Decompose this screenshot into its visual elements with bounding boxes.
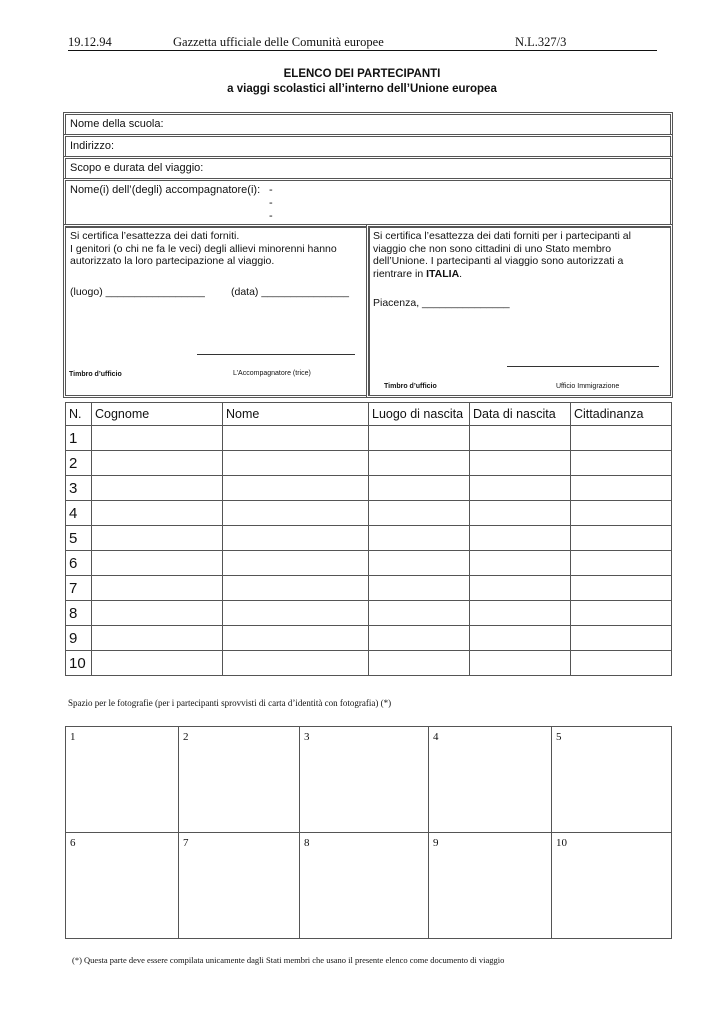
cert-right-line2: viaggio che non sono cittadini di uno Stato membro	[373, 242, 612, 255]
photo-cell[interactable]	[552, 833, 672, 939]
birthplace-cell[interactable]	[369, 426, 470, 451]
header-number: N.L.327/3	[515, 35, 567, 49]
name-cell[interactable]	[223, 551, 369, 576]
birthdate-cell[interactable]	[470, 526, 571, 551]
birthplace-cell[interactable]	[369, 651, 470, 676]
citizenship-cell[interactable]	[571, 476, 672, 501]
form-title: ELENCO DEI PARTECIPANTI	[283, 68, 441, 80]
participant-row	[66, 576, 672, 601]
citizenship-cell[interactable]	[571, 526, 672, 551]
cert-left-line1: Si certifica l’esattezza dei dati forniti.	[70, 230, 240, 242]
birthdate-cell[interactable]	[470, 651, 571, 676]
row-number: 3	[66, 476, 92, 501]
participant-row	[66, 526, 672, 551]
surname-cell[interactable]	[92, 476, 223, 501]
participant-row	[66, 426, 672, 451]
birthplace-cell[interactable]	[369, 626, 470, 651]
photo-cell-number: 4	[433, 731, 439, 743]
header-rule	[68, 50, 657, 51]
citizenship-cell[interactable]	[571, 501, 672, 526]
cert-left-line3: autorizzato la loro partecipazione al viaggio.	[70, 255, 275, 267]
header-date: 19.12.94	[68, 35, 112, 49]
photo-cell[interactable]	[300, 833, 429, 939]
birthplace-cell[interactable]	[369, 476, 470, 501]
piacenza-date-field[interactable]: Piacenza, _______________	[373, 297, 510, 309]
citizenship-cell[interactable]	[571, 451, 672, 476]
companion-signer-label: L’Accompagnatore (trice)	[233, 370, 311, 377]
companions-label: Nome(i) dell’(degli) accompagnatore(i):	[70, 184, 261, 196]
citizenship-cell[interactable]	[571, 551, 672, 576]
name-cell[interactable]	[223, 476, 369, 501]
stamp-label-left: Timbro d’ufficio	[69, 371, 122, 378]
row-number: 6	[66, 551, 92, 576]
participant-row	[66, 601, 672, 626]
birthplace-cell[interactable]	[369, 576, 470, 601]
cert-right-line4: rientrare in ITALIA.	[373, 267, 463, 280]
certification-school	[65, 226, 368, 396]
photo-cell[interactable]	[179, 833, 300, 939]
cert-left-line2: I genitori (o chi ne fa le veci) degli allievi minorenni hanno	[70, 242, 337, 255]
surname-cell[interactable]	[92, 426, 223, 451]
photo-cell[interactable]	[552, 727, 672, 833]
col-birthdate: Data di nascita	[470, 403, 571, 426]
col-name: Nome	[223, 403, 369, 426]
participants-table	[65, 402, 672, 676]
name-cell[interactable]	[223, 576, 369, 601]
photo-row	[66, 833, 672, 939]
surname-cell[interactable]	[92, 601, 223, 626]
photo-cell[interactable]	[300, 727, 429, 833]
birthdate-cell[interactable]	[470, 501, 571, 526]
row-number: 1	[66, 426, 92, 451]
trip-scope-label: Scopo e durata del viaggio:	[70, 162, 204, 174]
photo-cell-number: 10	[556, 837, 567, 849]
participant-row	[66, 551, 672, 576]
birthdate-cell[interactable]	[470, 476, 571, 501]
photo-cell-number: 6	[70, 837, 76, 849]
photo-cell-number: 2	[183, 731, 189, 743]
name-cell[interactable]	[223, 426, 369, 451]
col-birthplace: Luogo di nascita	[369, 403, 470, 426]
citizenship-cell[interactable]	[571, 626, 672, 651]
companion-dash-2: -	[269, 197, 273, 209]
header-publication: Gazzetta ufficiale delle Comunità europee	[173, 35, 384, 49]
surname-cell[interactable]	[92, 451, 223, 476]
row-number: 9	[66, 626, 92, 651]
footnote: (*) Questa parte deve essere compilata unicamente dagli Stati membri che usano il presente elenco come documento di viaggio	[72, 955, 505, 965]
birthplace-cell[interactable]	[369, 601, 470, 626]
birthdate-cell[interactable]	[470, 601, 571, 626]
cert-right-line1: Si certifica l’esattezza dei dati forniti per i partecipanti al	[373, 230, 631, 242]
companions-field[interactable]	[65, 180, 671, 226]
birthplace-cell[interactable]	[369, 451, 470, 476]
surname-cell[interactable]	[92, 576, 223, 601]
name-cell[interactable]	[223, 651, 369, 676]
row-number: 7	[66, 576, 92, 601]
photo-cell-number: 9	[433, 837, 439, 849]
row-number: 2	[66, 451, 92, 476]
citizenship-cell[interactable]	[571, 601, 672, 626]
surname-cell[interactable]	[92, 526, 223, 551]
photo-cell-number: 1	[70, 731, 76, 743]
cert-right-line3: dell’Unione. I partecipanti al viaggio sono autorizzati a	[373, 255, 624, 267]
participant-row	[66, 476, 672, 501]
surname-cell[interactable]	[92, 501, 223, 526]
photo-cell-number: 3	[304, 731, 310, 743]
name-cell[interactable]	[223, 451, 369, 476]
row-number: 8	[66, 601, 92, 626]
row-number: 5	[66, 526, 92, 551]
birthplace-cell[interactable]	[369, 501, 470, 526]
address-label: Indirizzo:	[70, 140, 115, 152]
participant-row	[66, 626, 672, 651]
photo-row	[66, 727, 672, 833]
photo-cell-number: 8	[304, 837, 310, 849]
participants-header-row	[66, 403, 672, 426]
photo-space-note: Spazio per le fotografie (per i partecipanti sprovvisti di carta d’identità con fotografia) (*)	[68, 698, 392, 708]
photo-grid	[65, 726, 672, 939]
country-name: ITALIA	[426, 267, 460, 280]
birthdate-cell[interactable]	[470, 451, 571, 476]
name-cell[interactable]	[223, 501, 369, 526]
col-number: N.	[66, 403, 92, 426]
photo-cell[interactable]	[66, 727, 179, 833]
birthdate-cell[interactable]	[470, 426, 571, 451]
birthdate-cell[interactable]	[470, 551, 571, 576]
row-number: 10	[66, 651, 92, 676]
place-field[interactable]: (luogo) _________________	[70, 286, 205, 298]
row-number: 4	[66, 501, 92, 526]
surname-cell[interactable]	[92, 651, 223, 676]
form-subtitle: a viaggi scolastici all’interno dell’Unione europea	[227, 83, 497, 95]
trip-scope-field[interactable]	[65, 158, 671, 179]
participant-row	[66, 501, 672, 526]
citizenship-cell[interactable]	[571, 426, 672, 451]
school-name-label: Nome della scuola:	[70, 118, 164, 130]
school-name-field[interactable]	[65, 114, 671, 135]
immigration-signer-label: Ufficio Immigrazione	[556, 383, 620, 390]
birthplace-cell[interactable]	[369, 551, 470, 576]
certification-immigration	[368, 226, 671, 396]
col-citizenship: Cittadinanza	[571, 403, 672, 426]
companion-dash-3: -	[269, 210, 273, 222]
photo-cell[interactable]	[66, 833, 179, 939]
photo-cell[interactable]	[429, 727, 552, 833]
surname-cell[interactable]	[92, 626, 223, 651]
date-field[interactable]: (data) _______________	[231, 286, 349, 298]
participant-row	[66, 451, 672, 476]
citizenship-cell[interactable]	[571, 651, 672, 676]
birthdate-cell[interactable]	[470, 576, 571, 601]
immigration-signature-line[interactable]	[507, 366, 659, 367]
name-cell[interactable]	[223, 526, 369, 551]
companion-dash-1: -	[269, 184, 273, 196]
birthdate-cell[interactable]	[470, 626, 571, 651]
citizenship-cell[interactable]	[571, 576, 672, 601]
photo-cell[interactable]	[179, 727, 300, 833]
name-cell[interactable]	[223, 601, 369, 626]
photo-cell-number: 7	[183, 837, 189, 849]
col-surname: Cognome	[92, 403, 223, 426]
photo-cell[interactable]	[429, 833, 552, 939]
address-field[interactable]	[65, 136, 671, 157]
name-cell[interactable]	[223, 626, 369, 651]
participant-row	[66, 651, 672, 676]
companion-signature-line[interactable]	[197, 354, 355, 355]
birthplace-cell[interactable]	[369, 526, 470, 551]
photo-cell-number: 5	[556, 731, 562, 743]
surname-cell[interactable]	[92, 551, 223, 576]
stamp-label-right: Timbro d’ufficio	[384, 383, 437, 390]
